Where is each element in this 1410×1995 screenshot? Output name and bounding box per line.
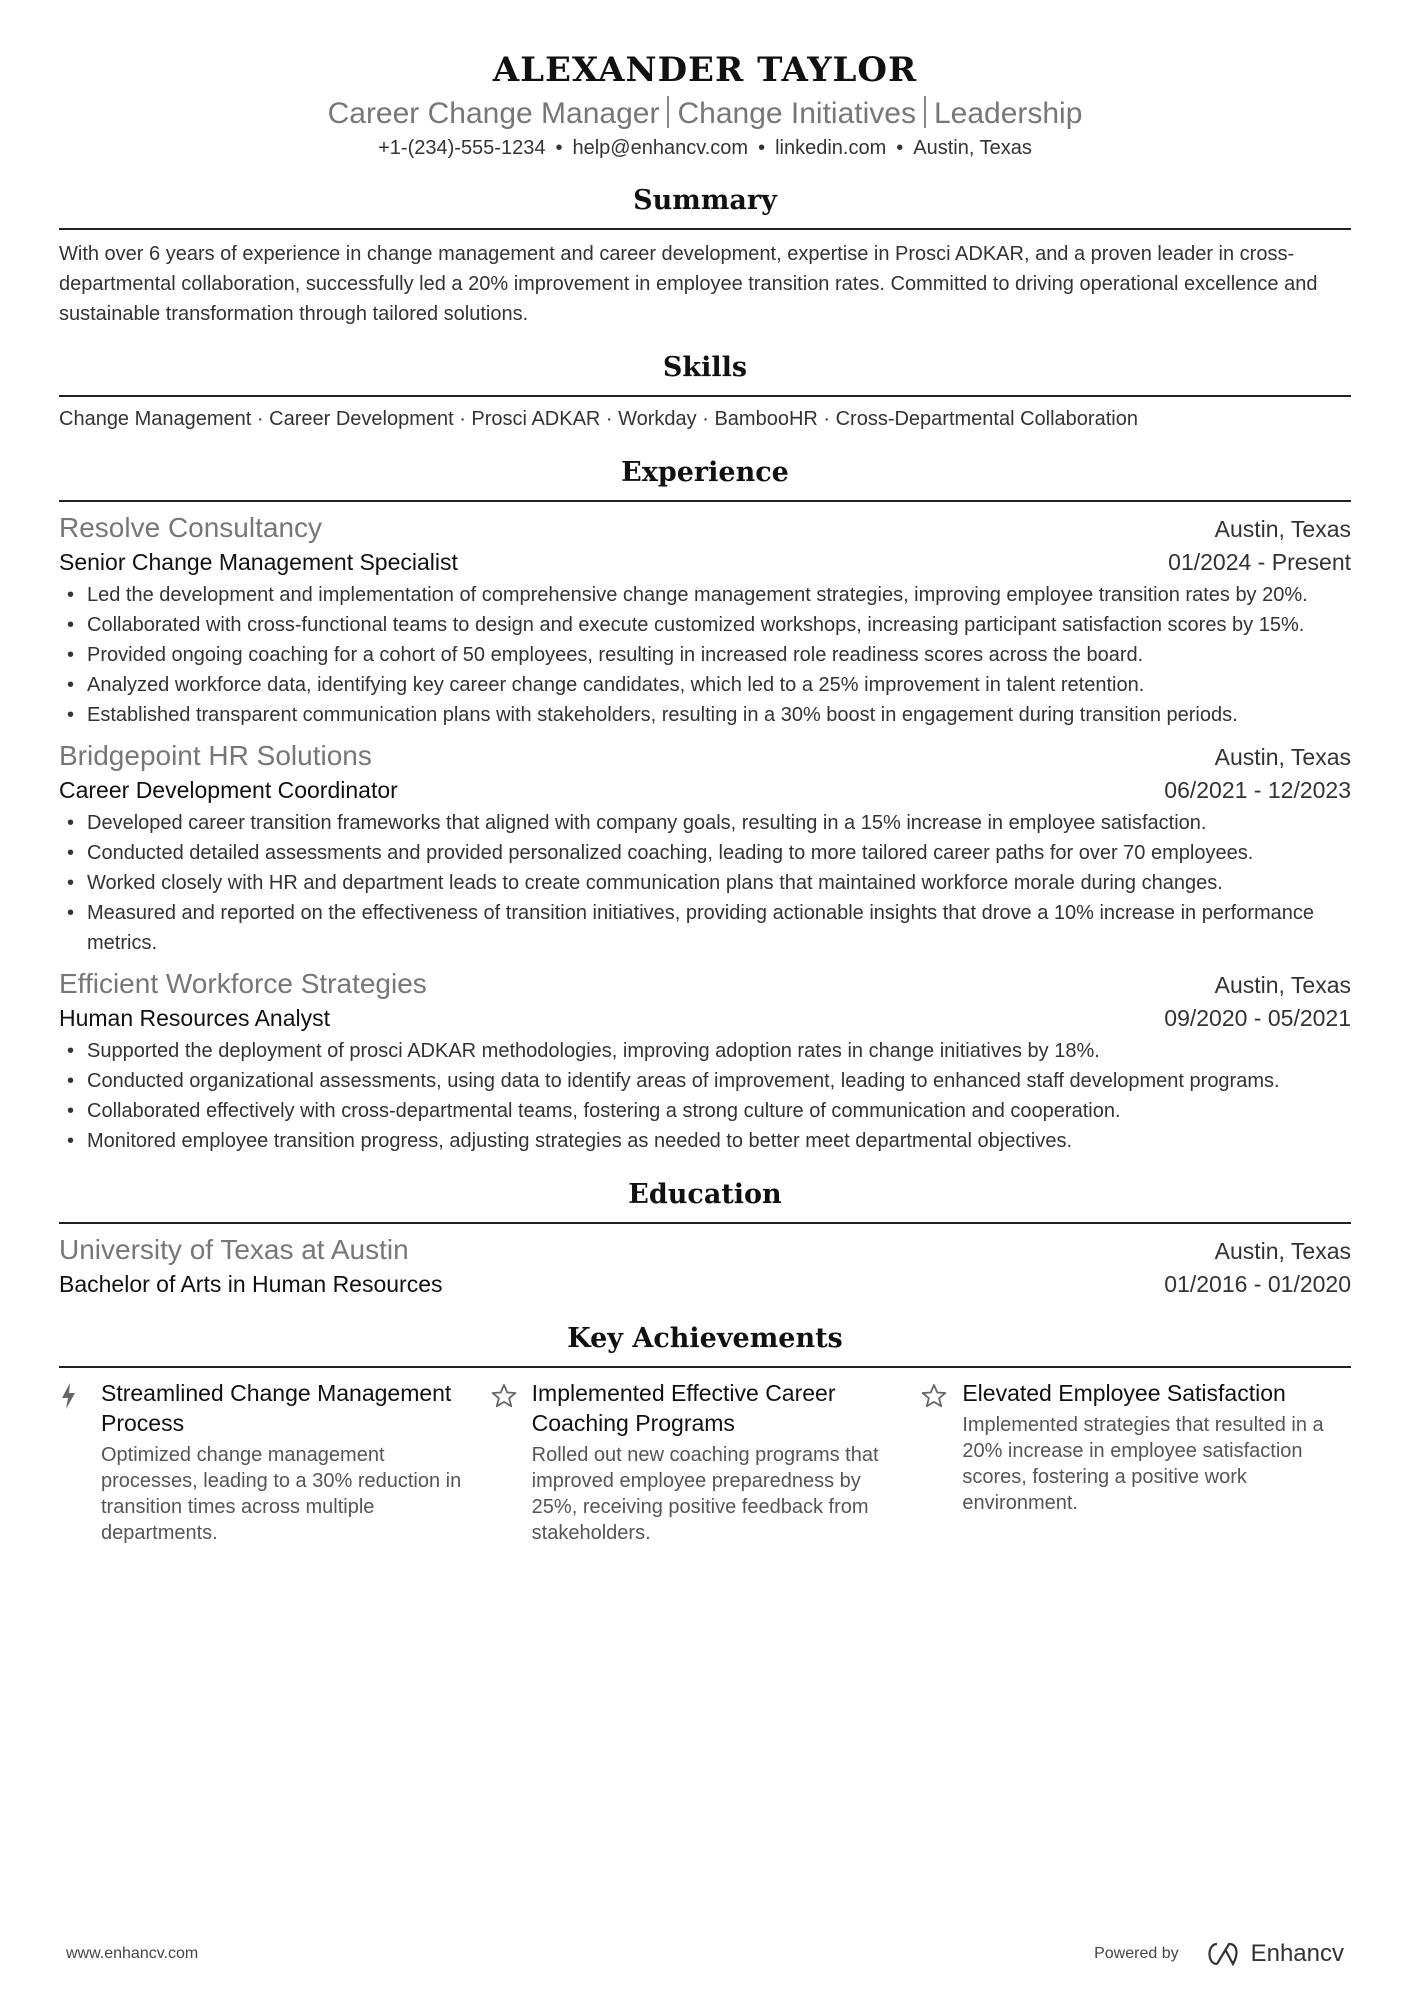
achievement-item: [59, 1378, 490, 1546]
school-location: Austin, Texas: [1214, 1238, 1351, 1264]
skills-list: Change Management · Career Development · Prosci ADKAR · Workday · BambooHR · Cross-Departmental Collaboration: [59, 408, 1138, 430]
job-bullet: • Supported the deployment of prosci ADKAR methodologies, improving adoption rates in change initiatives by 18%.: [59, 1036, 1351, 1066]
achievement-item: [920, 1378, 1351, 1546]
divider: [667, 96, 669, 128]
company-name: Efficient Workforce Strategies: [59, 968, 427, 999]
achievement-title: Streamlined Change Management Process: [101, 1380, 452, 1436]
job-role: Career Development Coordinator: [59, 777, 398, 803]
company-name: Bridgepoint HR Solutions: [59, 740, 372, 771]
job-bullet: • Measured and reported on the effectiveness of transition initiatives, providing actionable insights that drove a 10% increase in performance metrics.: [59, 898, 1351, 958]
headline-title: Leadership: [933, 97, 1083, 130]
job-bullet: • Collaborated with cross-functional teams to design and execute customized workshops, increasing participant satisfaction scores by 15%.: [59, 610, 1351, 640]
education-dates: 01/2016 - 01/2020: [1164, 1271, 1351, 1297]
candidate-name: ALEXANDER TAYLOR: [492, 50, 918, 90]
brand: [1094, 1940, 1344, 1968]
footer: [66, 1940, 1344, 1968]
achievements-list: [59, 1378, 1351, 1546]
job-bullet: • Conducted detailed assessments and provided personalized coaching, leading to more tailored career paths for over 70 employees.: [59, 838, 1351, 868]
linkedin-link[interactable]: linkedin.com: [775, 137, 887, 159]
school-name: University of Texas at Austin: [59, 1234, 409, 1265]
email-link[interactable]: help@enhancv.com: [572, 137, 749, 159]
experience-list: [59, 510, 1351, 1156]
job-bullet: • Provided ongoing coaching for a cohort of 50 employees, resulting in increased role readiness scores across the board.: [59, 640, 1351, 670]
job-role: Human Resources Analyst: [59, 1005, 331, 1031]
headline-title: Career Change Manager: [327, 97, 660, 130]
location: Austin, Texas: [913, 137, 1032, 159]
job-entry: [59, 738, 1351, 958]
section-title-skills: Skills: [59, 351, 1351, 397]
section-title-education: Education: [59, 1178, 1351, 1224]
education-entry: [59, 1232, 1351, 1300]
degree: Bachelor of Arts in Human Resources: [59, 1271, 443, 1297]
headline-title: Change Initiatives: [677, 97, 916, 130]
job-location: Austin, Texas: [1214, 972, 1351, 998]
achievement-description: Optimized change management processes, leading to a 30% reduction in transition times across multiple departments.: [101, 1444, 462, 1544]
phone: +1-(234)-555-1234: [378, 137, 546, 159]
job-location: Austin, Texas: [1214, 744, 1351, 770]
section-title-summary: Summary: [59, 184, 1351, 230]
section-title-achievements: Key Achievements: [59, 1322, 1351, 1368]
job-bullet: • Collaborated effectively with cross-departmental teams, fostering a strong culture of communication and cooperation.: [59, 1096, 1351, 1126]
bolt-icon: [59, 1378, 101, 1546]
job-dates: 01/2024 - Present: [1168, 549, 1351, 575]
enhancv-logo[interactable]: [1203, 1940, 1344, 1968]
job-bullets: [59, 1036, 1351, 1156]
job-bullet: • Developed career transition frameworks that aligned with company goals, resulting in a 15% increase in employee satisfaction.: [59, 808, 1351, 838]
section-title-experience: Experience: [59, 456, 1351, 502]
enhancv-logo-icon: [1203, 1941, 1243, 1967]
job-dates: 06/2021 - 12/2023: [1164, 777, 1351, 803]
job-bullet: • Established transparent communication plans with stakeholders, resulting in a 30% boost in engagement during transition periods.: [59, 700, 1351, 730]
job-dates: 09/2020 - 05/2021: [1164, 1005, 1351, 1031]
job-bullet: • Monitored employee transition progress, adjusting strategies as needed to better meet departmental objectives.: [59, 1126, 1351, 1156]
job-bullet: • Conducted organizational assessments, using data to identify areas of improvement, leading to enhanced staff development programs.: [59, 1066, 1351, 1096]
star-icon: [920, 1378, 962, 1546]
divider: [924, 96, 926, 128]
job-entry: [59, 510, 1351, 730]
website-link[interactable]: www.enhancv.com: [66, 1945, 199, 1962]
job-role: Senior Change Management Specialist: [59, 549, 458, 575]
achievement-item: [490, 1378, 921, 1546]
brand-name: Enhancv: [1250, 1940, 1344, 1967]
job-bullet: • Analyzed workforce data, identifying key career change candidates, which led to a 25% improvement in talent retention.: [59, 670, 1351, 700]
star-icon: [490, 1378, 532, 1546]
job-bullets: [59, 808, 1351, 958]
headline: [59, 94, 1351, 134]
achievement-title: Elevated Employee Satisfaction: [962, 1380, 1286, 1406]
job-bullet: • Worked closely with HR and department leads to create communication plans that maintained workforce morale during changes.: [59, 868, 1351, 898]
contact-info: +1-(234)-555-1234 • help@enhancv.com • linkedin.com • Austin, Texas: [378, 137, 1032, 159]
job-entry: [59, 966, 1351, 1156]
job-bullet: • Led the development and implementation of comprehensive change management strategies, improving employee transition rates by 20%.: [59, 580, 1351, 610]
achievement-description: Implemented strategies that resulted in a 20% increase in employee satisfaction scores, fostering a positive work environment.: [962, 1414, 1324, 1514]
powered-by-label: Powered by: [1094, 1945, 1179, 1962]
summary-text: With over 6 years of experience in change management and career development, expertise in Prosci ADKAR, and a proven leader in cross-departmental collaboration, successfully led a 20% improvement in employee transition rates. Committed to driving operational excellence and sustainable transformation through tailored solutions.: [59, 243, 1318, 325]
achievement-title: Implemented Effective Career Coaching Programs: [531, 1380, 836, 1436]
job-bullets: [59, 580, 1351, 730]
company-name: Resolve Consultancy: [59, 512, 323, 543]
achievement-description: Rolled out new coaching programs that improved employee preparedness by 25%, receiving positive feedback from stakeholders.: [531, 1444, 879, 1544]
job-location: Austin, Texas: [1214, 516, 1351, 542]
